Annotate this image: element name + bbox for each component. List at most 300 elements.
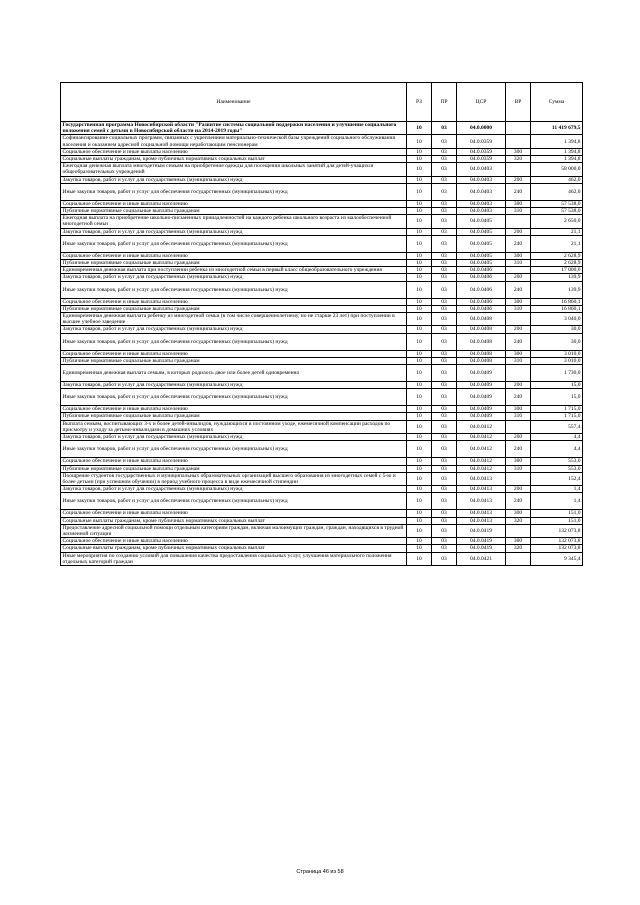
cell-csr: 04.0.0403 xyxy=(457,208,506,215)
cell-pr: 03 xyxy=(432,545,457,552)
cell-pr: 03 xyxy=(432,305,457,312)
cell-csr: 04.0.0419 xyxy=(457,545,506,552)
cell-vr: 320 xyxy=(506,517,531,524)
cell-csr: 04.0.0412 xyxy=(457,434,506,441)
cell-sum: 462,0 xyxy=(531,176,583,183)
cell-rz: 10 xyxy=(407,208,432,215)
cell-name: Социальное обеспечение и иные выплаты населению xyxy=(61,298,407,305)
table-row xyxy=(61,163,583,176)
cell-name: Социальные выплаты гражданам, кроме публичных нормативных социальных выплат xyxy=(61,517,407,524)
cell-csr: 04.0.0408 xyxy=(457,313,506,326)
cell-sum: 16 860,1 xyxy=(531,298,583,305)
table-row xyxy=(61,472,583,485)
table-row xyxy=(61,313,583,326)
cell-sum: 1,4 xyxy=(531,493,583,510)
cell-rz: 10 xyxy=(407,215,432,228)
cell-vr xyxy=(506,365,531,382)
cell-vr: 310 xyxy=(506,260,531,267)
cell-vr: 240 xyxy=(506,441,531,458)
cell-vr xyxy=(506,267,531,274)
cell-name: Социальные выплаты гражданам, кроме публичных нормативных социальных выплат xyxy=(61,545,407,552)
cell-rz: 10 xyxy=(407,326,432,333)
cell-name: Закупка товаров, работ и услуг для государственных (муниципальных) нужд xyxy=(61,326,407,333)
cell-sum: 15,0 xyxy=(531,382,583,389)
cell-name: Социальное обеспечение и иные выплаты населению xyxy=(61,406,407,413)
cell-pr: 03 xyxy=(432,472,457,485)
cell-name: Закупка товаров, работ и услуг для государственных (муниципальных) нужд xyxy=(61,382,407,389)
cell-csr: 04.0.0403 xyxy=(457,183,506,200)
cell-vr: 240 xyxy=(506,183,531,200)
cell-vr xyxy=(506,420,531,433)
table-row xyxy=(61,413,583,420)
cell-sum: 16 860,1 xyxy=(531,305,583,312)
table-row xyxy=(61,267,583,274)
budget-table xyxy=(60,82,583,566)
cell-vr: 310 xyxy=(506,208,531,215)
table-row xyxy=(61,156,583,163)
cell-sum: 553,0 xyxy=(531,465,583,472)
cell-sum: 132 073,8 xyxy=(531,538,583,545)
cell-name: Закупка товаров, работ и услуг для государственных (муниципальных) нужд xyxy=(61,434,407,441)
cell-vr: 240 xyxy=(506,281,531,298)
cell-rz: 10 xyxy=(407,441,432,458)
cell-sum: 57 538,0 xyxy=(531,208,583,215)
cell-vr: 200 xyxy=(506,434,531,441)
cell-name: Софинансирование социальных программ, связанных с укреплением материально-технической базы учреждений социального обслуживания населения и оказанием адресной социальной помощи неработающим пенсионерам xyxy=(61,135,407,148)
table-row xyxy=(61,176,583,183)
cell-rz: 10 xyxy=(407,406,432,413)
cell-name: Единовременная денежная выплата при поступлении ребенка из многодетной семьи в первый класс общеобразовательного учреждения xyxy=(61,267,407,274)
cell-name: Социальное обеспечение и иные выплаты населению xyxy=(61,458,407,465)
cell-csr: 04.0.0412 xyxy=(457,420,506,433)
header-sum: Сумма xyxy=(531,83,583,122)
cell-rz: 10 xyxy=(407,472,432,485)
table-row xyxy=(61,517,583,524)
cell-sum: 3 040,0 xyxy=(531,313,583,326)
cell-vr: 310 xyxy=(506,413,531,420)
cell-pr: 03 xyxy=(432,313,457,326)
cell-pr: 03 xyxy=(432,156,457,163)
cell-sum: 17 000,0 xyxy=(531,267,583,274)
cell-name: Поощрение студентов государственных и муниципальных образовательных организаций высшего образования из многодетных семей с 5-ю и более детьми (при успешном обучении) в период учебного процесса в виде ежемесячной стипендии xyxy=(61,472,407,485)
table-row xyxy=(61,148,583,155)
cell-name: Социальные выплаты гражданам, кроме публичных нормативных социальных выплат xyxy=(61,156,407,163)
cell-csr: 04.0.0413 xyxy=(457,486,506,493)
cell-pr: 03 xyxy=(432,365,457,382)
table-row xyxy=(61,365,583,382)
cell-vr: 240 xyxy=(506,333,531,350)
table-row xyxy=(61,281,583,298)
cell-sum: 139,9 xyxy=(531,274,583,281)
cell-vr: 310 xyxy=(506,357,531,364)
cell-rz: 10 xyxy=(407,357,432,364)
cell-name: Иные закупки товаров, работ и услуг для обеспечения государственных (муниципальных) нужд xyxy=(61,333,407,350)
cell-pr: 03 xyxy=(432,382,457,389)
cell-csr: 04.0.0419 xyxy=(457,538,506,545)
cell-csr: 04.0.0405 xyxy=(457,260,506,267)
cell-csr: 04.0.0403 xyxy=(457,163,506,176)
cell-rz: 10 xyxy=(407,333,432,350)
cell-name: Предоставление адресной социальной помощи отдельным категориям граждан, включая малоимущих граждан, граждан, находящихся в трудной жизненной ситуации xyxy=(61,524,407,537)
cell-rz: 10 xyxy=(407,486,432,493)
table-row xyxy=(61,260,583,267)
cell-name: Государственная программа Новосибирской области "Развитие системы социальной поддержки населения и улучшение социального положения семей с детьми в Новосибирской области на 2014-2019 годы" xyxy=(61,122,407,135)
table-row xyxy=(61,274,583,281)
cell-csr: 04.0.0409 xyxy=(457,365,506,382)
cell-pr: 03 xyxy=(432,441,457,458)
cell-rz: 10 xyxy=(407,465,432,472)
cell-vr xyxy=(506,215,531,228)
cell-pr: 03 xyxy=(432,298,457,305)
cell-vr: 200 xyxy=(506,176,531,183)
cell-csr: 04.0.0406 xyxy=(457,281,506,298)
table-row xyxy=(61,493,583,510)
cell-rz: 10 xyxy=(407,524,432,537)
table-row xyxy=(61,305,583,312)
cell-vr: 300 xyxy=(506,200,531,207)
table-row xyxy=(61,406,583,413)
cell-rz: 10 xyxy=(407,389,432,406)
cell-pr: 03 xyxy=(432,434,457,441)
cell-name: Социальное обеспечение и иные выплаты населению xyxy=(61,200,407,207)
cell-rz: 10 xyxy=(407,545,432,552)
cell-rz: 10 xyxy=(407,458,432,465)
cell-vr xyxy=(506,472,531,485)
cell-pr: 03 xyxy=(432,208,457,215)
table-body xyxy=(61,122,583,566)
cell-vr xyxy=(506,552,531,565)
cell-vr: 300 xyxy=(506,252,531,259)
cell-name: Социальное обеспечение и иные выплаты населению xyxy=(61,252,407,259)
cell-rz: 10 xyxy=(407,298,432,305)
cell-vr: 240 xyxy=(506,235,531,252)
table-row xyxy=(61,382,583,389)
cell-rz: 10 xyxy=(407,413,432,420)
cell-name: Ежегодная денежная выплата многодетным семьям на приобретение одежды для посещения школьных занятий для детей-учащихся общеобразовательных учреждений xyxy=(61,163,407,176)
cell-vr: 300 xyxy=(506,148,531,155)
cell-vr: 300 xyxy=(506,538,531,545)
cell-pr: 03 xyxy=(432,420,457,433)
cell-sum: 3 010,0 xyxy=(531,350,583,357)
cell-csr: 04.0.0000 xyxy=(457,122,506,135)
cell-vr: 240 xyxy=(506,389,531,406)
cell-rz: 10 xyxy=(407,350,432,357)
cell-rz: 10 xyxy=(407,235,432,252)
cell-rz: 10 xyxy=(407,156,432,163)
cell-csr: 04.0.0408 xyxy=(457,326,506,333)
cell-sum: 557,4 xyxy=(531,420,583,433)
cell-vr: 320 xyxy=(506,545,531,552)
cell-name: Единовременная денежная выплата семьям, в которых родилось двое или более детей одновременно xyxy=(61,365,407,382)
cell-csr: 04.0.0421 xyxy=(457,552,506,565)
cell-name: Иные закупки товаров, работ и услуг для обеспечения государственных (муниципальных) нужд xyxy=(61,441,407,458)
cell-name: Социальное обеспечение и иные выплаты населению xyxy=(61,538,407,545)
cell-name: Публичные нормативные социальные выплаты гражданам xyxy=(61,305,407,312)
cell-sum: 2 628,9 xyxy=(531,260,583,267)
table-row xyxy=(61,552,583,565)
cell-vr: 310 xyxy=(506,305,531,312)
cell-vr: 300 xyxy=(506,298,531,305)
cell-rz: 10 xyxy=(407,148,432,155)
cell-rz: 10 xyxy=(407,274,432,281)
cell-csr: 04.0.0405 xyxy=(457,215,506,228)
header-pr: ПР xyxy=(432,83,457,122)
cell-rz: 10 xyxy=(407,510,432,517)
table-row xyxy=(61,357,583,364)
cell-rz: 10 xyxy=(407,305,432,312)
cell-name: Иные закупки товаров, работ и услуг для обеспечения государственных (муниципальных) нужд xyxy=(61,183,407,200)
cell-csr: 04.0.0408 xyxy=(457,350,506,357)
cell-sum: 1 394,8 xyxy=(531,156,583,163)
cell-vr xyxy=(506,524,531,537)
cell-sum: 3 010,0 xyxy=(531,357,583,364)
cell-name: Публичные нормативные социальные выплаты гражданам xyxy=(61,260,407,267)
cell-name: Выплата семьям, воспитывающих 3-х и более детей-инвалидов, нуждающихся в постоянном уходе, ежемесячной компенсации расходов по присмотру и уходу за детьми-инвалидами в домашних условиях xyxy=(61,420,407,433)
cell-csr: 04.0.0413 xyxy=(457,472,506,485)
cell-name: Ежегодная выплата на приобретение школьно-письменных принадлежностей на каждого ребенка школьного возраста из малообеспеченной многодетной семьи xyxy=(61,215,407,228)
cell-vr: 300 xyxy=(506,458,531,465)
cell-name: Закупка товаров, работ и услуг для государственных (муниципальных) нужд xyxy=(61,486,407,493)
cell-pr: 03 xyxy=(432,183,457,200)
table-header-row xyxy=(61,83,583,122)
cell-name: Публичные нормативные социальные выплаты гражданам xyxy=(61,208,407,215)
cell-pr: 03 xyxy=(432,465,457,472)
cell-pr: 03 xyxy=(432,333,457,350)
cell-csr: 04.0.0406 xyxy=(457,274,506,281)
cell-sum: 151,0 xyxy=(531,517,583,524)
cell-pr: 03 xyxy=(432,524,457,537)
cell-pr: 03 xyxy=(432,357,457,364)
cell-vr: 300 xyxy=(506,510,531,517)
cell-rz: 10 xyxy=(407,228,432,235)
cell-rz: 10 xyxy=(407,122,432,135)
cell-rz: 10 xyxy=(407,260,432,267)
cell-vr: 200 xyxy=(506,326,531,333)
cell-sum: 132 073,8 xyxy=(531,545,583,552)
cell-rz: 10 xyxy=(407,163,432,176)
table-row xyxy=(61,434,583,441)
table-row xyxy=(61,228,583,235)
cell-csr: 04.0.0408 xyxy=(457,357,506,364)
cell-vr: 200 xyxy=(506,382,531,389)
cell-csr: 04.0.0409 xyxy=(457,389,506,406)
cell-name: Иные закупки товаров, работ и услуг для обеспечения государственных (муниципальных) нужд xyxy=(61,235,407,252)
cell-sum: 9 345,4 xyxy=(531,552,583,565)
cell-sum: 2 650,0 xyxy=(531,215,583,228)
cell-pr: 03 xyxy=(432,552,457,565)
cell-pr: 03 xyxy=(432,215,457,228)
cell-vr xyxy=(506,313,531,326)
table-row xyxy=(61,215,583,228)
cell-rz: 10 xyxy=(407,420,432,433)
cell-sum: 57 538,0 xyxy=(531,200,583,207)
cell-name: Единовременная денежная выплата ребенку из многодетной семьи (в том числе совершеннолетнему, но не старше 23 лет) при поступлении в высшее учебное заведение xyxy=(61,313,407,326)
cell-rz: 10 xyxy=(407,267,432,274)
cell-sum: 4,4 xyxy=(531,441,583,458)
cell-name: Иные закупки товаров, работ и услуг для обеспечения государственных (муниципальных) нужд xyxy=(61,389,407,406)
cell-pr: 03 xyxy=(432,267,457,274)
table-row xyxy=(61,510,583,517)
cell-vr xyxy=(506,122,531,135)
cell-name: Закупка товаров, работ и услуг для государственных (муниципальных) нужд xyxy=(61,228,407,235)
cell-csr: 04.0.0413 xyxy=(457,510,506,517)
cell-sum: 139,9 xyxy=(531,281,583,298)
cell-csr: 04.0.0409 xyxy=(457,413,506,420)
cell-name: Закупка товаров, работ и услуг для государственных (муниципальных) нужд xyxy=(61,274,407,281)
cell-pr: 03 xyxy=(432,413,457,420)
cell-sum: 30,0 xyxy=(531,333,583,350)
cell-name: Публичные нормативные социальные выплаты гражданам xyxy=(61,465,407,472)
cell-name: Закупка товаров, работ и услуг для государственных (муниципальных) нужд xyxy=(61,176,407,183)
cell-vr: 320 xyxy=(506,156,531,163)
header-vr: ВР xyxy=(506,83,531,122)
header-rz: РЗ xyxy=(407,83,432,122)
table-row xyxy=(61,545,583,552)
table-row xyxy=(61,389,583,406)
cell-sum: 58 000,0 xyxy=(531,163,583,176)
cell-csr: 04.0.0359 xyxy=(457,156,506,163)
cell-vr: 200 xyxy=(506,274,531,281)
table-row xyxy=(61,135,583,148)
cell-rz: 10 xyxy=(407,538,432,545)
cell-csr: 04.0.0359 xyxy=(457,148,506,155)
cell-pr: 03 xyxy=(432,493,457,510)
cell-rz: 10 xyxy=(407,365,432,382)
cell-pr: 03 xyxy=(432,260,457,267)
cell-csr: 04.0.0412 xyxy=(457,458,506,465)
table-row xyxy=(61,235,583,252)
cell-pr: 03 xyxy=(432,122,457,135)
cell-sum: 1 394,8 xyxy=(531,148,583,155)
cell-rz: 10 xyxy=(407,135,432,148)
cell-name: Иные мероприятия по созданию условий для повышения качества предоставления социальных услуг, улучшения материального положения отдельных категорий граждан xyxy=(61,552,407,565)
cell-csr: 04.0.0412 xyxy=(457,441,506,458)
cell-sum: 15,0 xyxy=(531,389,583,406)
cell-rz: 10 xyxy=(407,434,432,441)
table-row xyxy=(61,200,583,207)
table-row xyxy=(61,333,583,350)
cell-sum: 4,4 xyxy=(531,434,583,441)
table-row xyxy=(61,441,583,458)
cell-pr: 03 xyxy=(432,406,457,413)
cell-csr: 04.0.0403 xyxy=(457,176,506,183)
table-row xyxy=(61,420,583,433)
cell-csr: 04.0.0413 xyxy=(457,517,506,524)
cell-csr: 04.0.0406 xyxy=(457,267,506,274)
cell-pr: 03 xyxy=(432,163,457,176)
cell-csr: 04.0.0405 xyxy=(457,228,506,235)
cell-vr xyxy=(506,135,531,148)
cell-csr: 04.0.0409 xyxy=(457,406,506,413)
cell-rz: 10 xyxy=(407,552,432,565)
cell-csr: 04.0.0403 xyxy=(457,200,506,207)
cell-pr: 03 xyxy=(432,326,457,333)
cell-pr: 03 xyxy=(432,228,457,235)
cell-name: Иные закупки товаров, работ и услуг для обеспечения государственных (муниципальных) нужд xyxy=(61,281,407,298)
cell-name: Публичные нормативные социальные выплаты гражданам xyxy=(61,413,407,420)
cell-sum: 152,4 xyxy=(531,472,583,485)
cell-pr: 03 xyxy=(432,389,457,406)
cell-pr: 03 xyxy=(432,517,457,524)
header-csr: ЦСР xyxy=(457,83,506,122)
cell-sum: 132 073,8 xyxy=(531,524,583,537)
table-row xyxy=(61,326,583,333)
table-row xyxy=(61,298,583,305)
cell-name: Социальное обеспечение и иные выплаты населению xyxy=(61,350,407,357)
cell-sum: 553,0 xyxy=(531,458,583,465)
page-number: Страница 46 из 58 xyxy=(296,869,344,875)
cell-csr: 04.0.0405 xyxy=(457,252,506,259)
cell-rz: 10 xyxy=(407,517,432,524)
cell-vr xyxy=(506,163,531,176)
cell-sum: 1 715,0 xyxy=(531,406,583,413)
cell-sum: 462,0 xyxy=(531,183,583,200)
table-row xyxy=(61,122,583,135)
table-row xyxy=(61,486,583,493)
cell-pr: 03 xyxy=(432,350,457,357)
cell-pr: 03 xyxy=(432,281,457,298)
cell-name: Иные закупки товаров, работ и услуг для обеспечения государственных (муниципальных) нужд xyxy=(61,493,407,510)
header-name: Наименование xyxy=(61,83,407,122)
cell-pr: 03 xyxy=(432,176,457,183)
cell-csr: 04.0.0405 xyxy=(457,235,506,252)
cell-pr: 03 xyxy=(432,538,457,545)
cell-vr: 240 xyxy=(506,493,531,510)
cell-csr: 04.0.0419 xyxy=(457,524,506,537)
cell-rz: 10 xyxy=(407,382,432,389)
cell-name: Социальное обеспечение и иные выплаты населению xyxy=(61,510,407,517)
cell-rz: 10 xyxy=(407,493,432,510)
table-row xyxy=(61,350,583,357)
cell-sum: 1 730,0 xyxy=(531,365,583,382)
cell-sum: 21,1 xyxy=(531,228,583,235)
cell-rz: 10 xyxy=(407,200,432,207)
cell-pr: 03 xyxy=(432,274,457,281)
table-row xyxy=(61,524,583,537)
cell-pr: 03 xyxy=(432,458,457,465)
cell-pr: 03 xyxy=(432,252,457,259)
cell-csr: 04.0.0409 xyxy=(457,382,506,389)
cell-name: Публичные нормативные социальные выплаты гражданам xyxy=(61,357,407,364)
cell-pr: 03 xyxy=(432,135,457,148)
cell-sum: 151,0 xyxy=(531,510,583,517)
table-row xyxy=(61,465,583,472)
cell-sum: 1,4 xyxy=(531,486,583,493)
table-row xyxy=(61,458,583,465)
cell-vr: 200 xyxy=(506,486,531,493)
cell-pr: 03 xyxy=(432,510,457,517)
cell-vr: 310 xyxy=(506,465,531,472)
cell-pr: 03 xyxy=(432,148,457,155)
cell-pr: 03 xyxy=(432,235,457,252)
cell-sum: 11 419 679,5 xyxy=(531,122,583,135)
table-row xyxy=(61,208,583,215)
cell-vr: 200 xyxy=(506,228,531,235)
cell-csr: 04.0.0413 xyxy=(457,493,506,510)
cell-vr: 300 xyxy=(506,406,531,413)
cell-csr: 04.0.0412 xyxy=(457,465,506,472)
cell-csr: 04.0.0406 xyxy=(457,298,506,305)
cell-rz: 10 xyxy=(407,176,432,183)
cell-csr: 04.0.0408 xyxy=(457,333,506,350)
cell-csr: 04.0.0359 xyxy=(457,135,506,148)
table-row xyxy=(61,183,583,200)
cell-name: Социальное обеспечение и иные выплаты населению xyxy=(61,148,407,155)
cell-pr: 03 xyxy=(432,486,457,493)
cell-vr: 300 xyxy=(506,350,531,357)
cell-sum: 1 394,8 xyxy=(531,135,583,148)
cell-pr: 03 xyxy=(432,200,457,207)
